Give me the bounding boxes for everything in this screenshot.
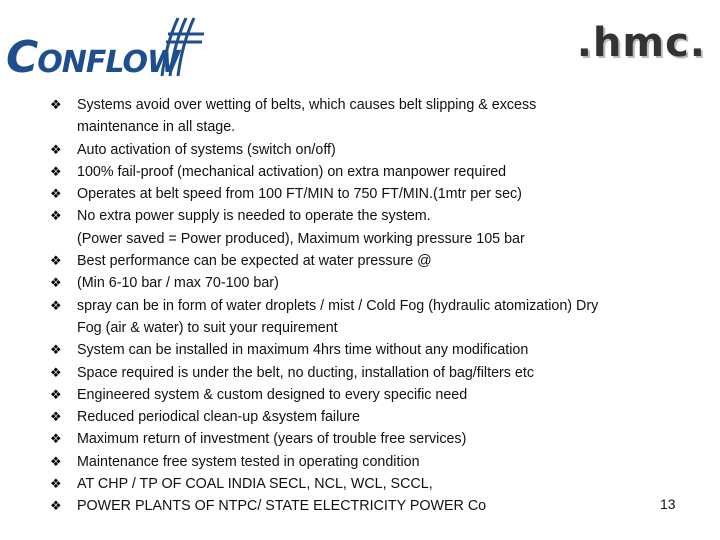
diamond-bullet-icon: ❖ xyxy=(50,386,62,402)
diamond-bullet-icon: ❖ xyxy=(50,186,62,202)
list-item-text: Fog (air & water) to suit your requirement xyxy=(77,319,338,336)
list-item-text: Reduced periodical clean-up &system failure xyxy=(77,409,360,426)
list-item-text: Maximum return of investment (years of trouble free services) xyxy=(77,431,467,448)
diamond-bullet-icon: ❖ xyxy=(50,163,62,179)
list-item-text: Auto activation of systems (switch on/off) xyxy=(77,141,336,158)
list-item xyxy=(50,362,700,384)
list-item-text: POWER PLANTS OF NTPC/ STATE ELECTRICITY POWER Co xyxy=(77,498,487,515)
list-item xyxy=(50,250,700,272)
diamond-bullet-icon: ❖ xyxy=(50,97,62,112)
list-item xyxy=(50,94,700,139)
page-number: 13 xyxy=(660,496,676,512)
diamond-bullet-icon: ❖ xyxy=(50,364,62,380)
feature-list xyxy=(50,94,700,518)
list-item-text: (Min 6-10 bar / max 70-100 bar) xyxy=(77,275,279,292)
list-item xyxy=(50,161,700,183)
list-item-text: Space required is under the belt, no ducting, installation of bag/filters etc xyxy=(77,364,534,381)
list-item xyxy=(50,339,700,361)
list-item-text: Maintenance free system tested in operating condition xyxy=(77,453,420,470)
diamond-bullet-icon: ❖ xyxy=(50,342,62,358)
diamond-bullet-icon: ❖ xyxy=(50,431,62,447)
list-item-text: (Power saved = Power produced), Maximum working pressure 105 bar xyxy=(77,230,525,247)
list-item xyxy=(50,139,700,161)
list-item xyxy=(50,183,700,205)
logo-rest: ONFLOW xyxy=(37,45,180,80)
list-item-text: System can be installed in maximum 4hrs time without any modification xyxy=(77,342,529,359)
list-item-text: maintenance in all stage. xyxy=(77,119,236,136)
list-item xyxy=(50,272,700,294)
diamond-bullet-icon: ❖ xyxy=(50,476,62,492)
list-item xyxy=(50,205,700,250)
list-item-text: 100% fail-proof (mechanical activation) on extra manpower required xyxy=(77,163,507,180)
list-item-text: spray can be in form of water droplets / mist / Cold Fog (hydraulic atomization) Dry xyxy=(77,297,599,314)
diamond-bullet-icon: ❖ xyxy=(50,453,62,469)
hmc-logo: .hmc. xyxy=(576,20,706,66)
list-item-text: No extra power supply is needed to operate the system. xyxy=(77,208,431,225)
conflow-logo xyxy=(6,14,206,83)
diamond-bullet-icon: ❖ xyxy=(50,275,62,291)
diamond-bullet-icon: ❖ xyxy=(50,498,62,514)
list-item xyxy=(50,428,700,450)
conflow-emblem-icon xyxy=(156,14,208,78)
diamond-bullet-icon: ❖ xyxy=(50,253,62,269)
logo-initial: C xyxy=(6,32,38,83)
list-item-text: Operates at belt speed from 100 FT/MIN to 750 FT/MIN.(1mtr per sec) xyxy=(77,186,522,203)
list-item xyxy=(50,295,700,340)
diamond-bullet-icon: ❖ xyxy=(50,141,62,157)
list-item-text: Systems avoid over wetting of belts, which causes belt slipping & excess xyxy=(77,97,537,113)
diamond-bullet-icon: ❖ xyxy=(50,297,62,313)
list-item-text: Best performance can be expected at water pressure @ xyxy=(77,253,432,270)
list-item xyxy=(50,495,700,517)
conflow-wordmark xyxy=(6,32,179,83)
list-item xyxy=(50,384,700,406)
diamond-bullet-icon: ❖ xyxy=(50,409,62,425)
list-item-text: AT CHP / TP OF COAL INDIA SECL, NCL, WCL, SCCL, xyxy=(77,476,433,493)
list-item xyxy=(50,406,700,428)
list-item-text: Engineered system & custom designed to every specific need xyxy=(77,386,468,403)
diamond-bullet-icon: ❖ xyxy=(50,208,62,224)
list-item xyxy=(50,451,700,473)
list-item xyxy=(50,473,700,495)
